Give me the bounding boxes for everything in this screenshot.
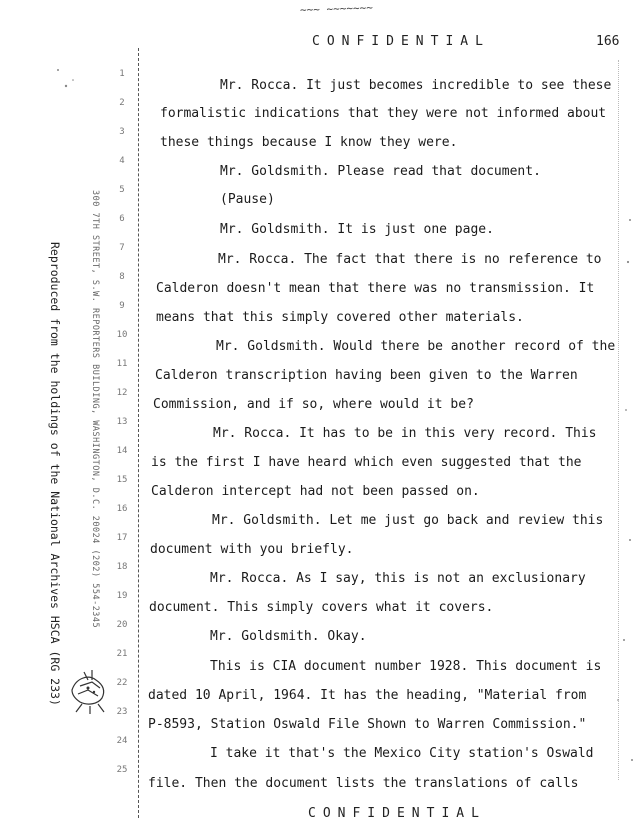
transcript-line: Mr. Rocca. It just becomes incredible to see these [220,78,612,93]
line-number: 3 [119,127,125,137]
transcript-line: formalistic indications that they were not informed about [160,106,607,121]
line-number: 20 [116,620,128,630]
line-number: 10 [116,330,128,340]
line-number: 23 [116,707,128,717]
line-number: 22 [116,678,128,688]
transcript-line: file. Then the document lists the translations of calls [148,776,579,791]
transcript-line: Mr. Goldsmith. Please read that document. [220,164,541,179]
line-number: 25 [116,765,128,775]
transcript-line: (Pause) [220,192,275,207]
transcript-line: Mr. Rocca. As I say, this is not an exclusionary [210,571,586,586]
line-number: 6 [119,214,125,224]
transcript-line: document with you briefly. [150,542,354,557]
line-number: 11 [116,359,128,369]
transcript-line: these things because I know they were. [160,135,458,150]
transcript-line: Commission, and if so, where would it be? [153,397,474,412]
transcript-line: document. This simply covers what it covers. [149,600,494,615]
line-number: 24 [116,736,128,746]
transcript-line: P-8593, Station Oswald File Shown to Warren Commission." [148,717,587,732]
transcript-line: This is CIA document number 1928. This document is [210,659,602,674]
line-number: 14 [116,446,128,456]
line-number: 1 [119,69,125,79]
page-number: 166 [596,34,620,49]
line-number: 19 [116,591,128,601]
line-number: 21 [116,649,128,659]
line-number: 2 [119,98,125,108]
transcript-line: Calderon doesn't mean that there was no transmission. It [156,281,595,296]
transcript-line: Calderon transcription having been given to the Warren [155,368,578,383]
line-number: 16 [116,504,128,514]
line-number: 8 [119,272,125,282]
transcript-line: Mr. Goldsmith. It is just one page. [220,222,494,237]
line-number: 15 [116,475,128,485]
line-number: 5 [119,185,125,195]
header-classification: CONFIDENTIAL [312,34,490,49]
transcript-line: Mr. Goldsmith. Let me just go back and review this [212,513,604,528]
transcript-line: Mr. Goldsmith. Okay. [210,629,367,644]
line-number: 12 [116,388,128,398]
line-number: 4 [119,156,125,166]
transcript-line: means that this simply covered other materials. [156,310,524,325]
archives-credit: Reproduced from the holdings of the National Archives HSCA (RG 233) [48,242,62,706]
transcript-line: I take it that's the Mexico City station's Oswald [210,746,594,761]
line-number: 13 [116,417,128,427]
reporter-address: 300 7TH STREET, S.W. REPORTERS BUILDING, WASHINGTON, D.C. 20024 (202) 554-2345 [90,190,100,629]
transcript-line: Mr. Rocca. It has to be in this very record. This [213,426,597,441]
line-number: 7 [119,243,125,253]
footer-classification: CONFIDENTIAL [308,806,486,821]
line-number: 18 [116,562,128,572]
transcript-line: Mr. Goldsmith. Would there be another record of the [216,339,616,354]
transcript-line: Calderon intercept had not been passed on. [151,484,480,499]
transcript-line: is the first I have heard which even suggested that the [151,455,582,470]
handwritten-scrawl: ~~~ ~~~~~~~ [299,1,374,17]
transcript-line: Mr. Rocca. The fact that there is no reference to [218,252,602,267]
line-number: 9 [119,301,125,311]
line-number: 17 [116,533,128,543]
transcript-line: dated 10 April, 1964. It has the heading, "Material from [148,688,587,703]
